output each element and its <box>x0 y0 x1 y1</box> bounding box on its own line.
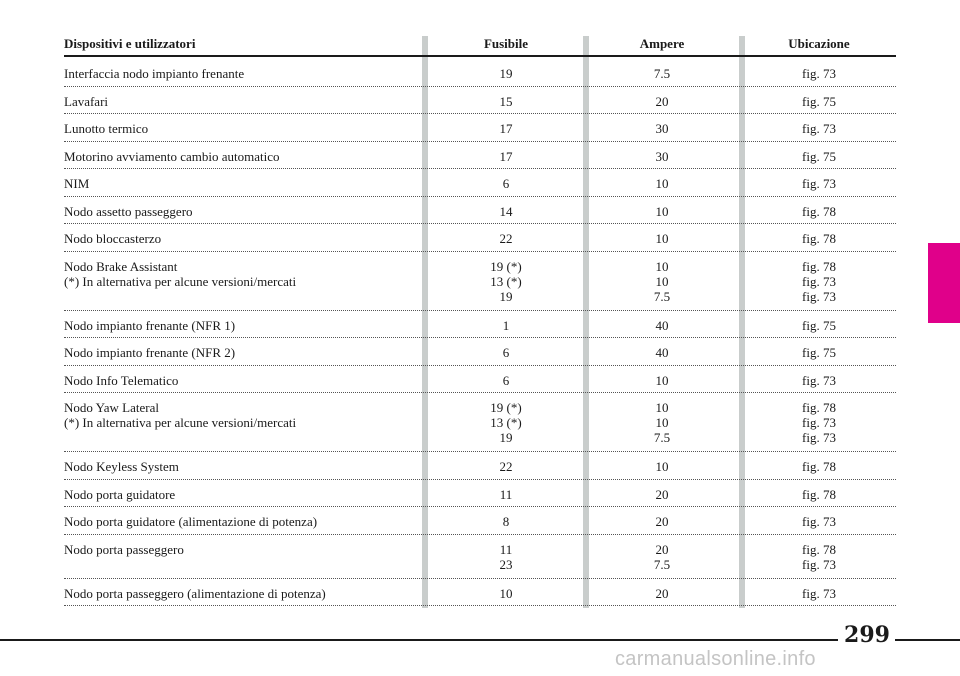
location-text: fig. 73 <box>802 273 836 289</box>
device-text: Nodo assetto passeggero <box>64 203 193 219</box>
location-text: fig. 75 <box>802 345 836 360</box>
table-row <box>64 393 896 452</box>
fuse-text: 8 <box>502 514 510 529</box>
ampere-text: 10 <box>655 176 669 191</box>
location-text: fig. 78 <box>802 258 836 274</box>
cell-device <box>64 204 420 219</box>
cell-fuse <box>447 542 565 572</box>
cell-fuse <box>447 487 565 502</box>
fuse-table <box>64 59 896 606</box>
cell-ampere <box>602 373 722 388</box>
cell-location <box>754 66 884 81</box>
cell-ampere <box>602 231 722 246</box>
cell-device <box>64 121 420 136</box>
header-device: Dispositivi e utilizzatori <box>64 36 196 51</box>
ampere-text: 7.5 <box>653 430 671 445</box>
ampere-text: 30 <box>655 148 669 164</box>
cell-fuse <box>447 345 565 360</box>
cell-device <box>64 487 420 502</box>
fuse-text: 23 <box>499 556 513 572</box>
cell-device <box>64 400 420 430</box>
cell-ampere <box>602 259 722 304</box>
ampere-text: 40 <box>655 317 669 333</box>
cell-device <box>64 318 420 333</box>
cell-ampere <box>602 66 722 81</box>
cell-location <box>754 204 884 219</box>
cell-location <box>754 542 884 572</box>
cell-device <box>64 176 420 191</box>
cell-fuse <box>447 400 565 445</box>
table-row <box>64 197 896 225</box>
device-text: Nodo Keyless System <box>64 459 179 474</box>
cell-fuse <box>447 204 565 219</box>
cell-location <box>754 586 884 601</box>
ampere-text: 7.5 <box>653 288 671 304</box>
cell-device <box>64 586 420 601</box>
header-location: Ubicazione <box>788 36 850 51</box>
device-text: NIM <box>64 176 90 191</box>
table-row <box>64 169 896 197</box>
location-text: fig. 75 <box>802 148 836 164</box>
cell-location <box>754 514 884 529</box>
location-text: fig. 78 <box>802 486 836 502</box>
table-row <box>64 366 896 394</box>
cell-ampere <box>602 176 722 191</box>
device-text: Nodo porta passeggero (alimentazione di potenza) <box>64 585 326 601</box>
device-text: Nodo porta guidatore (alimentazione di potenza) <box>64 514 318 529</box>
cell-ampere <box>602 400 722 445</box>
table-row <box>64 114 896 142</box>
cell-ampere <box>602 487 722 502</box>
ampere-text: 20 <box>655 585 669 601</box>
cell-location <box>754 373 884 388</box>
cell-location <box>754 94 884 109</box>
cell-location <box>754 259 884 304</box>
table-row <box>64 142 896 170</box>
device-text: Nodo Brake Assistant <box>64 258 178 274</box>
cell-ampere <box>602 542 722 572</box>
location-text: fig. 78 <box>802 541 836 557</box>
cell-fuse <box>447 514 565 529</box>
cell-ampere <box>602 94 722 109</box>
location-text: fig. 75 <box>802 93 836 109</box>
fuse-text: 19 (*) <box>490 258 522 274</box>
table-row <box>64 452 896 480</box>
table-row <box>64 224 896 252</box>
fuse-text: 11 <box>499 486 513 502</box>
cell-location <box>754 345 884 360</box>
location-text: fig. 73 <box>802 415 836 430</box>
cell-fuse <box>447 459 565 474</box>
fuse-text: 22 <box>499 459 513 474</box>
cell-fuse <box>447 259 565 304</box>
cell-ampere <box>602 459 722 474</box>
device-text: Nodo porta guidatore <box>64 486 176 502</box>
cell-device <box>64 373 420 388</box>
device-text: Nodo impianto frenante (NFR 1) <box>64 317 236 333</box>
fuse-text: 19 <box>499 430 513 445</box>
cell-fuse <box>447 176 565 191</box>
ampere-text: 10 <box>655 203 669 219</box>
fuse-text: 17 <box>499 148 513 164</box>
cell-location <box>754 400 884 445</box>
ampere-text: 10 <box>655 258 669 274</box>
cell-fuse <box>447 373 565 388</box>
table-row <box>64 507 896 535</box>
header-ampere: Ampere <box>639 36 685 51</box>
ampere-text: 10 <box>655 273 669 289</box>
ampere-text: 10 <box>655 400 669 415</box>
fuse-text: 15 <box>499 93 513 109</box>
cell-ampere <box>602 204 722 219</box>
cell-ampere <box>602 345 722 360</box>
cell-device <box>64 149 420 164</box>
cell-ampere <box>602 121 722 136</box>
cell-location <box>754 121 884 136</box>
ampere-text: 40 <box>655 345 669 360</box>
ampere-text: 10 <box>655 415 669 430</box>
device-text: (*) In alternativa per alcune versioni/mercati <box>64 273 297 289</box>
location-text: fig. 73 <box>802 66 836 81</box>
ampere-text: 10 <box>655 231 669 246</box>
cell-location <box>754 176 884 191</box>
fuse-text: 19 <box>499 288 513 304</box>
location-text: fig. 73 <box>802 372 836 388</box>
header-fuse: Fusibile <box>483 36 529 51</box>
cell-device <box>64 542 420 557</box>
cell-fuse <box>447 318 565 333</box>
location-text: fig. 73 <box>802 176 836 191</box>
location-text: fig. 73 <box>802 430 836 445</box>
table-row <box>64 59 896 87</box>
fuse-text: 6 <box>502 345 510 360</box>
location-text: fig. 75 <box>802 317 836 333</box>
cell-device <box>64 514 420 529</box>
location-text: fig. 78 <box>802 459 836 474</box>
table-header <box>64 35 896 57</box>
cell-fuse <box>447 66 565 81</box>
fuse-text: 19 (*) <box>490 400 522 415</box>
location-text: fig. 78 <box>802 203 836 219</box>
location-text: fig. 78 <box>802 400 836 415</box>
cell-fuse <box>447 231 565 246</box>
fuse-text: 6 <box>502 176 510 191</box>
table-row <box>64 480 896 508</box>
location-text: fig. 73 <box>802 288 836 304</box>
page-number: 299 <box>844 622 890 648</box>
cell-fuse <box>447 149 565 164</box>
cell-location <box>754 459 884 474</box>
cell-device <box>64 66 420 81</box>
ampere-text: 20 <box>655 93 669 109</box>
cell-device <box>64 231 420 246</box>
cell-fuse <box>447 94 565 109</box>
table-row <box>64 535 896 579</box>
fuse-text: 19 <box>499 66 513 81</box>
watermark: carmanualsonline.info <box>615 648 816 670</box>
cell-device <box>64 94 420 109</box>
fuse-text: 6 <box>502 372 510 388</box>
cell-device <box>64 345 420 360</box>
cell-device <box>64 259 420 289</box>
cell-fuse <box>447 586 565 601</box>
footer-rule-right <box>895 639 960 641</box>
fuse-text: 13 (*) <box>490 273 522 289</box>
ampere-text: 7.5 <box>653 556 671 572</box>
cell-location <box>754 231 884 246</box>
cell-device <box>64 459 420 474</box>
device-text: (*) In alternativa per alcune versioni/mercati <box>64 415 297 430</box>
table-row <box>64 252 896 311</box>
section-tab-marker <box>928 243 960 323</box>
cell-ampere <box>602 318 722 333</box>
device-text: Interfaccia nodo impianto frenante <box>64 66 245 81</box>
location-text: fig. 73 <box>802 514 836 529</box>
device-text: Nodo Info Telematico <box>64 372 179 388</box>
cell-location <box>754 318 884 333</box>
location-text: fig. 78 <box>802 231 836 246</box>
ampere-text: 7.5 <box>653 66 671 81</box>
cell-ampere <box>602 149 722 164</box>
ampere-text: 20 <box>655 541 669 557</box>
table-row <box>64 87 896 115</box>
location-text: fig. 73 <box>802 121 836 136</box>
device-text: Nodo Yaw Lateral <box>64 400 159 415</box>
cell-location <box>754 487 884 502</box>
fuse-text: 17 <box>499 121 513 136</box>
cell-ampere <box>602 514 722 529</box>
table-row <box>64 579 896 607</box>
ampere-text: 30 <box>655 121 669 136</box>
ampere-text: 10 <box>655 459 669 474</box>
ampere-text: 20 <box>655 486 669 502</box>
ampere-text: 10 <box>655 372 669 388</box>
fuse-text: 10 <box>499 585 513 601</box>
fuse-text: 14 <box>499 203 513 219</box>
device-text: Nodo impianto frenante (NFR 2) <box>64 345 236 360</box>
fuse-text: 13 (*) <box>490 415 522 430</box>
cell-ampere <box>602 586 722 601</box>
location-text: fig. 73 <box>802 556 836 572</box>
table-row <box>64 311 896 339</box>
fuse-text: 1 <box>502 317 510 333</box>
device-text: Lavafari <box>64 93 109 109</box>
fuse-text: 11 <box>499 541 513 557</box>
fuse-text: 22 <box>499 231 513 246</box>
table-row <box>64 338 896 366</box>
device-text: Nodo bloccasterzo <box>64 231 162 246</box>
device-text: Nodo porta passeggero <box>64 541 184 557</box>
footer-rule-left <box>0 639 838 641</box>
location-text: fig. 73 <box>802 585 836 601</box>
device-text: Lunotto termico <box>64 121 149 136</box>
device-text: Motorino avviamento cambio automatico <box>64 148 280 164</box>
ampere-text: 20 <box>655 514 669 529</box>
cell-fuse <box>447 121 565 136</box>
cell-location <box>754 149 884 164</box>
